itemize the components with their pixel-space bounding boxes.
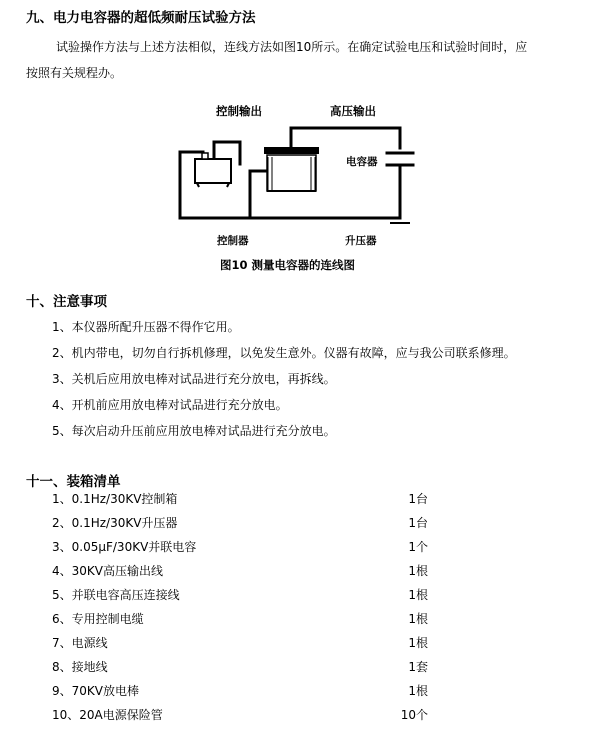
packing-item-qty: 1台: [408, 492, 428, 506]
packing-item-name: 6、专用控制电缆: [52, 612, 144, 626]
packing-item-name: 10、20A电源保险管: [52, 708, 163, 722]
section-9-paragraph-line-1: 试验操作方法与上述方法相似，连线方法如图10所示。在确定试验电压和试验时间时，应: [56, 40, 528, 54]
packing-item-qty: 10个: [400, 708, 428, 722]
note-item-2: 2、机内带电，切勿自行拆机修理，以免发生意外。仪器有故障，应与我公司联系修理。: [52, 346, 516, 360]
section-11-title: 十一、装箱清单: [26, 474, 121, 490]
note-item-4: 4、开机前应用放电棒对试品进行充分放电。: [52, 398, 288, 412]
label-hv-output: 高压输出: [330, 104, 376, 118]
note-item-5: 5、每次启动升压前应用放电棒对试品进行充分放电。: [52, 424, 336, 438]
hv-output-wire: [291, 128, 400, 148]
note-item-1: 1、本仪器所配升压器不得作它用。: [52, 320, 240, 334]
packing-list-row: [52, 490, 442, 508]
wiring-diagram-svg: [0, 95, 600, 275]
packing-list-row: [52, 634, 442, 652]
packing-item-qty: 1个: [408, 540, 428, 554]
label-controller: 控制器: [217, 235, 249, 247]
note-item-3: 3、关机后应用放电棒对试品进行充分放电，再拆线。: [52, 372, 336, 386]
packing-item-name: 7、电源线: [52, 636, 108, 650]
packing-item-name: 9、70KV放电棒: [52, 684, 139, 698]
packing-item-name: 4、30KV高压输出线: [52, 564, 163, 578]
packing-item-name: 5、并联电容高压连接线: [52, 588, 180, 602]
packing-item-name: 3、0.05μF/30KV并联电容: [52, 540, 197, 554]
booster-box: [264, 147, 319, 191]
packing-list-row: [52, 538, 442, 556]
label-booster: 升压器: [345, 235, 377, 247]
packing-item-qty: 1台: [408, 516, 428, 530]
packing-item-qty: 1根: [408, 564, 428, 578]
section-10-title: 十、注意事项: [26, 294, 107, 310]
packing-list-row: [52, 562, 442, 580]
figure-caption: 图10 测量电容器的连线图: [220, 258, 356, 272]
figure-10-wiring-diagram: [0, 95, 600, 275]
section-9-title: 九、电力电容器的超低频耐压试验方法: [26, 10, 256, 26]
packing-item-name: 8、接地线: [52, 660, 108, 674]
packing-list-row: [52, 706, 442, 724]
packing-item-qty: 1根: [408, 612, 428, 626]
packing-list-row: [52, 514, 442, 532]
section-9-paragraph-line-2: 按照有关规程办。: [26, 66, 123, 80]
packing-item-name: 2、0.1Hz/30KV升压器: [52, 516, 178, 530]
packing-item-qty: 1根: [408, 684, 428, 698]
packing-item-qty: 1根: [408, 636, 428, 650]
label-control-output: 控制输出: [216, 104, 262, 118]
label-capacitor: 电容器: [346, 156, 378, 168]
packing-item-qty: 1套: [408, 660, 428, 674]
packing-item-name: 1、0.1Hz/30KV控制箱: [52, 492, 178, 506]
controller-box: [195, 153, 231, 187]
packing-list-row: [52, 682, 442, 700]
packing-item-qty: 1根: [408, 588, 428, 602]
packing-list-row: [52, 586, 442, 604]
packing-list-row: [52, 658, 442, 676]
packing-list-row: [52, 610, 442, 628]
